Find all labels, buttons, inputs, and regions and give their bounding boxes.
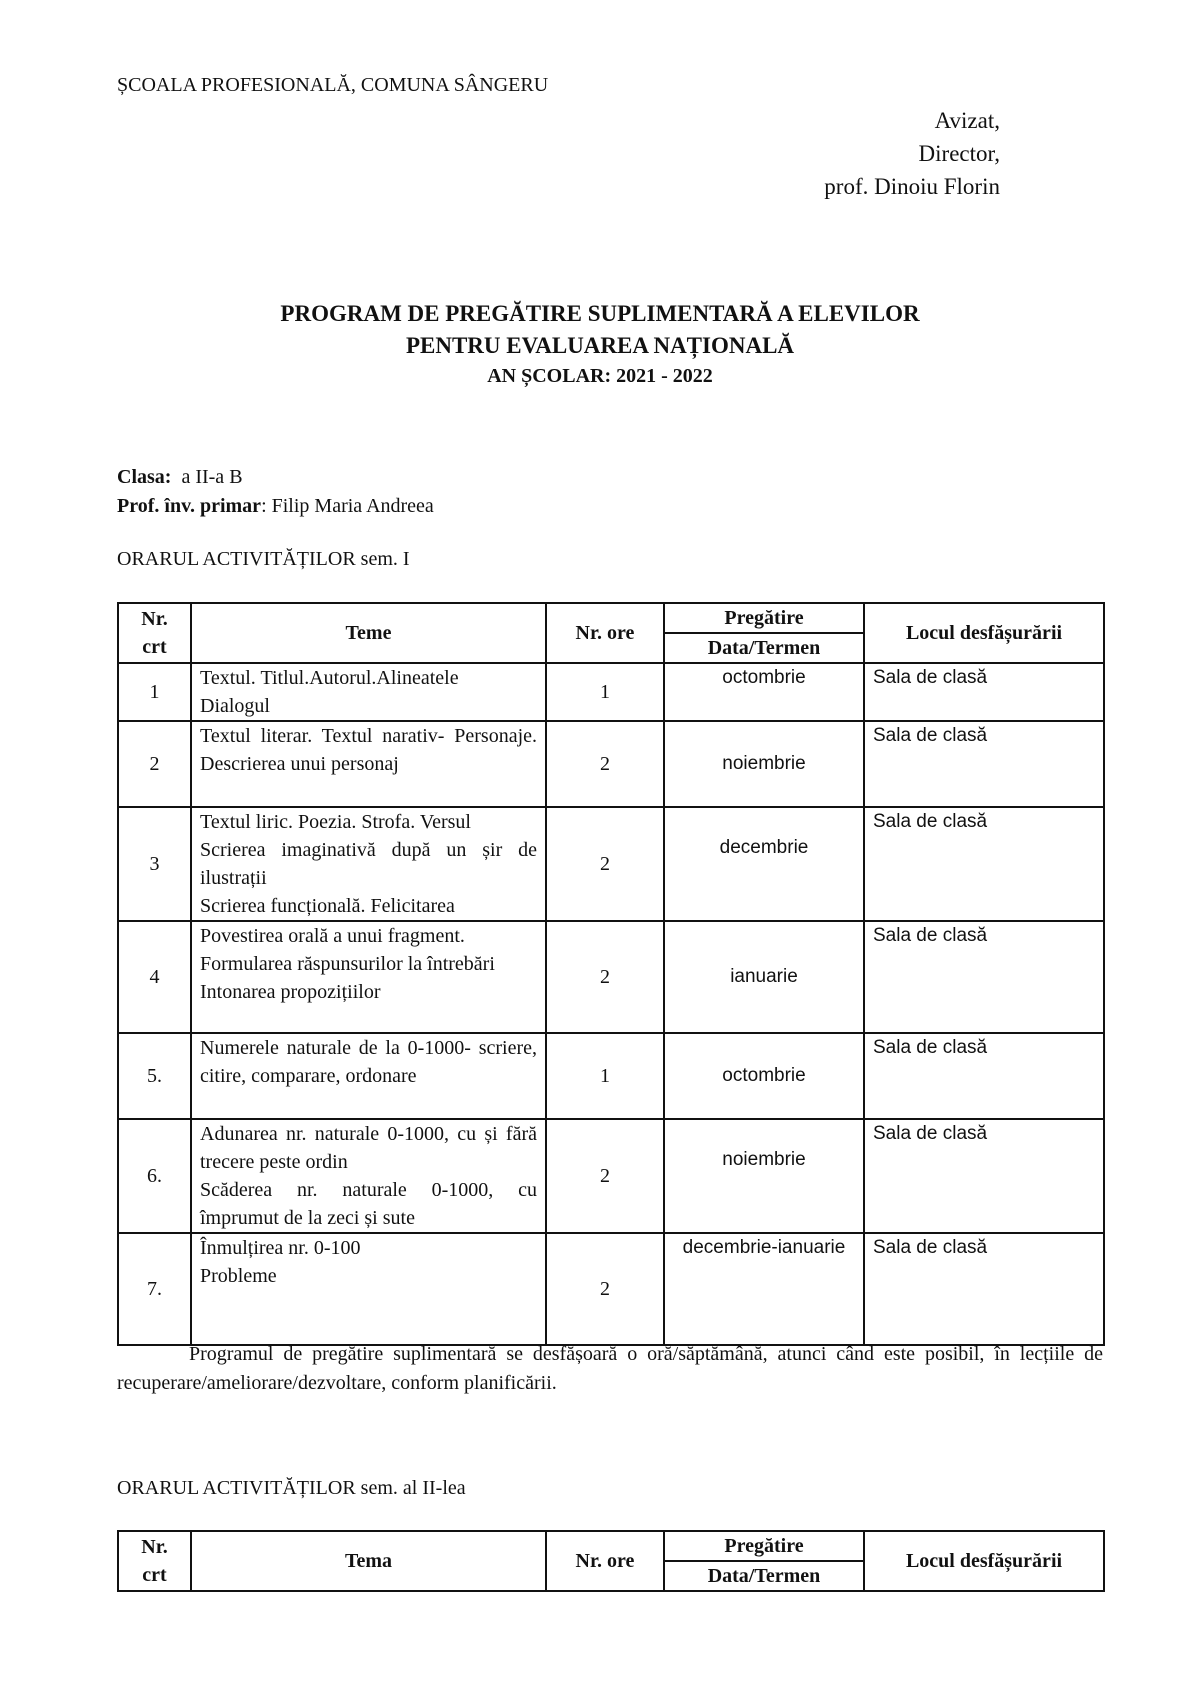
approval-line: Avizat, xyxy=(934,108,1000,133)
teme-line: Formularea răspunsurilor la întrebări xyxy=(200,953,495,975)
table-row xyxy=(118,1233,1104,1345)
cell-nr: 3 xyxy=(118,807,191,921)
teacher-line xyxy=(117,492,434,521)
teme-line: Scrierea imaginativă după un șir de ilustrații xyxy=(200,839,537,889)
cell-teme xyxy=(191,1233,546,1345)
cell-ore: 2 xyxy=(546,721,664,807)
cell-nr: 6. xyxy=(118,1119,191,1233)
cell-loc: Sala de clasă xyxy=(864,1119,1104,1233)
cell-teme xyxy=(191,721,546,807)
approval-line: Director, xyxy=(918,141,1000,166)
cell-nr: 2 xyxy=(118,721,191,807)
header-pregatire: Pregătire xyxy=(664,603,864,633)
cell-ore: 2 xyxy=(546,807,664,921)
cell-data: decembrie xyxy=(664,807,864,921)
cell-teme xyxy=(191,663,546,721)
header-data: Data/Termen xyxy=(664,1561,864,1591)
cell-data: noiembrie xyxy=(664,721,864,807)
cell-loc: Sala de clasă xyxy=(864,1033,1104,1119)
teme-line: Textul. Titlul.Autorul.Alineatele xyxy=(200,667,459,689)
semester1-heading: ORARUL ACTIVITĂȚILOR sem. I xyxy=(117,548,410,570)
cell-teme xyxy=(191,1033,546,1119)
cell-loc: Sala de clasă xyxy=(864,1233,1104,1345)
semester2-heading: ORARUL ACTIVITĂȚILOR sem. al II-lea xyxy=(117,1477,466,1499)
table-row xyxy=(118,921,1104,1033)
school-name: ȘCOALA PROFESIONALĂ, COMUNA SÂNGERU xyxy=(117,74,549,96)
cell-data: octombrie xyxy=(664,1033,864,1119)
teacher-value: : Filip Maria Andreea xyxy=(261,495,434,517)
header-data: Data/Termen xyxy=(664,633,864,663)
cell-ore: 2 xyxy=(546,921,664,1033)
cell-data: octombrie xyxy=(664,663,864,721)
teme-line: Scrierea funcțională. Felicitarea xyxy=(200,895,455,917)
cell-data: decembrie-ianuarie xyxy=(664,1233,864,1345)
teme-line: Intonarea propozițiilor xyxy=(200,981,381,1003)
table-row xyxy=(118,1119,1104,1233)
note-text: Programul de pregătire suplimentară se desfășoară o oră/săptămână, atunci când este posibil, în lecțiile de recuperare/ameliorare/dezvoltare, conform planificării. xyxy=(117,1343,1103,1394)
cell-loc: Sala de clasă xyxy=(864,663,1104,721)
cell-loc: Sala de clasă xyxy=(864,807,1104,921)
cell-loc: Sala de clasă xyxy=(864,721,1104,807)
teme-line: Înmulțirea nr. 0-100 xyxy=(200,1237,361,1259)
semester2-table xyxy=(117,1530,1105,1592)
cell-ore: 2 xyxy=(546,1233,664,1345)
class-label: Clasa: xyxy=(117,466,172,488)
cell-loc: Sala de clasă xyxy=(864,921,1104,1033)
cell-data: noiembrie xyxy=(664,1119,864,1233)
teme-line: Scăderea nr. naturale 0-1000, cu împrumut de la zeci și sute xyxy=(200,1179,537,1229)
approval-line: prof. Dinoiu Florin xyxy=(824,174,1000,199)
teme-line: Textul liric. Poezia. Strofa. Versul xyxy=(200,811,471,833)
cell-nr: 5. xyxy=(118,1033,191,1119)
table-row xyxy=(118,721,1104,807)
semester1-table xyxy=(117,602,1105,1346)
teme-line: Dialogul xyxy=(200,695,270,717)
cell-nr: 4 xyxy=(118,921,191,1033)
school-year: AN ȘCOLAR: 2021 - 2022 xyxy=(487,365,713,387)
teme-line: Numerele naturale de la 0-1000- scriere, citire, comparare, ordonare xyxy=(200,1037,537,1087)
cell-ore: 1 xyxy=(546,663,664,721)
title-line-2: PENTRU EVALUAREA NAȚIONALĂ xyxy=(405,333,795,358)
header-loc: Locul desfășurării xyxy=(864,1531,1104,1591)
cell-ore: 2 xyxy=(546,1119,664,1233)
document-title xyxy=(0,298,1200,390)
title-line-1: PROGRAM DE PREGĂTIRE SUPLIMENTARĂ A ELEVILOR xyxy=(280,301,920,326)
header-nr: Nr. crt xyxy=(118,603,191,663)
header-tema: Tema xyxy=(191,1531,546,1591)
header-ore: Nr. ore xyxy=(546,603,664,663)
header-pregatire: Pregătire xyxy=(664,1531,864,1561)
cell-ore: 1 xyxy=(546,1033,664,1119)
cell-data: ianuarie xyxy=(664,921,864,1033)
table-row xyxy=(118,663,1104,721)
teme-line: Probleme xyxy=(200,1265,277,1287)
header-ore: Nr. ore xyxy=(546,1531,664,1591)
header-loc: Locul desfășurării xyxy=(864,603,1104,663)
table-row xyxy=(118,1033,1104,1119)
cell-teme xyxy=(191,1119,546,1233)
cell-nr: 1 xyxy=(118,663,191,721)
cell-teme xyxy=(191,921,546,1033)
approval-block xyxy=(824,104,1000,203)
cell-teme xyxy=(191,807,546,921)
teme-line: Adunarea nr. naturale 0-1000, cu și fără trecere peste ordin xyxy=(200,1123,537,1173)
table-row xyxy=(118,807,1104,921)
program-note xyxy=(117,1340,1103,1398)
header-nr: Nr. crt xyxy=(118,1531,191,1591)
teme-line: Povestirea orală a unui fragment. xyxy=(200,925,465,947)
class-info xyxy=(117,463,434,521)
header-teme: Teme xyxy=(191,603,546,663)
teme-line: Textul literar. Textul narativ- Personaje. Descrierea unui personaj xyxy=(200,725,537,775)
teacher-label: Prof. înv. primar xyxy=(117,495,262,517)
class-value: a II-a B xyxy=(181,466,243,488)
class-line xyxy=(117,463,434,492)
cell-nr: 7. xyxy=(118,1233,191,1345)
